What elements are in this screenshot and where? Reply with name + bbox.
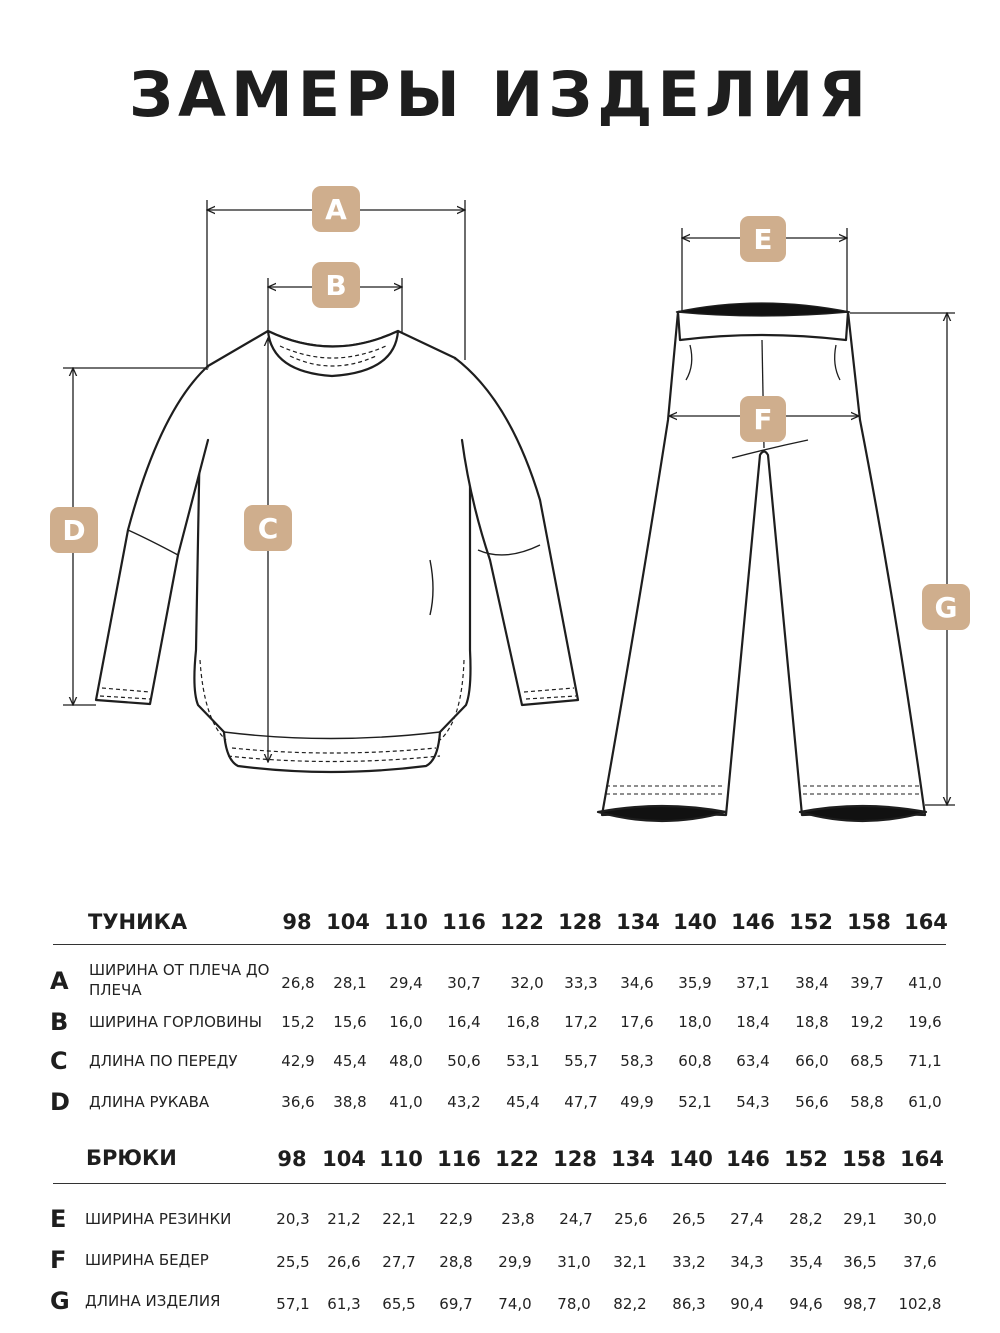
table-cell: 43,2	[447, 1093, 481, 1111]
size-header: 104	[326, 910, 370, 934]
table-cell: 41,0	[908, 974, 942, 992]
table-cell: 71,1	[908, 1052, 942, 1070]
table-cell: 32,1	[613, 1253, 647, 1271]
table-cell: 26,5	[672, 1210, 706, 1228]
row-letter: F	[50, 1246, 67, 1274]
badge-d	[50, 507, 98, 553]
row-letter: E	[50, 1205, 67, 1233]
table-cell: 38,8	[333, 1093, 367, 1111]
svg-text:E: E	[753, 223, 773, 256]
row-letter: G	[50, 1287, 70, 1315]
table-cell: 36,6	[281, 1093, 315, 1111]
svg-text:D: D	[62, 514, 86, 547]
table-cell: 60,8	[678, 1052, 712, 1070]
table-cell: 16,8	[506, 1013, 540, 1031]
table-cell: 28,2	[789, 1210, 823, 1228]
row-label: ШИРИНА ГОРЛОВИНЫ	[89, 1013, 262, 1031]
table-cell: 45,4	[506, 1093, 540, 1111]
table-cell: 78,0	[557, 1295, 591, 1313]
size-header: 116	[437, 1147, 481, 1171]
svg-text:C: C	[257, 512, 279, 545]
table-cell: 20,3	[276, 1210, 310, 1228]
size-header: 122	[495, 1147, 539, 1171]
row-label: ДЛИНА ИЗДЕЛИЯ	[85, 1292, 221, 1310]
table-cell: 65,5	[382, 1295, 416, 1313]
size-header: 128	[553, 1147, 597, 1171]
table-cell: 52,1	[678, 1093, 712, 1111]
pants-section-title: БРЮКИ	[86, 1146, 177, 1170]
table-cell: 58,3	[620, 1052, 654, 1070]
table-cell: 37,1	[736, 974, 770, 992]
table-cell: 21,2	[327, 1210, 361, 1228]
row-letter: B	[50, 1008, 69, 1036]
table-cell: 49,9	[620, 1093, 654, 1111]
table-cell: 61,0	[908, 1093, 942, 1111]
table-cell: 15,6	[333, 1013, 367, 1031]
table-cell: 18,4	[736, 1013, 770, 1031]
row-letter: C	[50, 1047, 68, 1075]
table-cell: 25,5	[276, 1253, 310, 1271]
row-label: ШИРИНА ОТ ПЛЕЧА ДО ПЛЕЧА	[89, 961, 270, 999]
table-cell: 35,4	[789, 1253, 823, 1271]
table-cell: 47,7	[564, 1093, 598, 1111]
table-cell: 98,7	[843, 1295, 877, 1313]
tunic-section-title: ТУНИКА	[88, 910, 188, 934]
table-cell: 48,0	[389, 1052, 423, 1070]
size-header: 128	[558, 910, 602, 934]
table-cell: 26,8	[281, 974, 315, 992]
size-header: 98	[277, 1147, 307, 1171]
table-cell: 63,4	[736, 1052, 770, 1070]
row-label: ШИРИНА БЕДЕР	[85, 1251, 209, 1269]
table-cell: 19,6	[908, 1013, 942, 1031]
table-cell: 68,5	[850, 1052, 884, 1070]
size-header: 146	[726, 1147, 770, 1171]
size-header: 110	[379, 1147, 423, 1171]
table-cell: 18,0	[678, 1013, 712, 1031]
badge-b	[312, 262, 360, 308]
badge-g	[922, 584, 970, 630]
table-cell: 18,8	[795, 1013, 829, 1031]
table-cell: 61,3	[327, 1295, 361, 1313]
table-cell: 32,0	[510, 974, 544, 992]
row-letter: D	[50, 1088, 70, 1116]
table-cell: 54,3	[736, 1093, 770, 1111]
table-cell: 53,1	[506, 1052, 540, 1070]
size-header: 98	[282, 910, 312, 934]
row-label: ДЛИНА ПО ПЕРЕДУ	[89, 1052, 238, 1070]
table-cell: 31,0	[557, 1253, 591, 1271]
size-header: 140	[669, 1147, 713, 1171]
size-header: 134	[616, 910, 660, 934]
page-title: ЗАМЕРЫ ИЗДЕЛИЯ	[129, 58, 871, 131]
table-cell: 37,6	[903, 1253, 937, 1271]
table-cell: 19,2	[850, 1013, 884, 1031]
table-cell: 24,7	[559, 1210, 593, 1228]
svg-text:G: G	[934, 591, 958, 624]
table-cell: 74,0	[498, 1295, 532, 1313]
table-cell: 39,7	[850, 974, 884, 992]
size-header: 164	[900, 1147, 944, 1171]
table-cell: 33,2	[672, 1253, 706, 1271]
table-cell: 30,0	[903, 1210, 937, 1228]
table-cell: 27,4	[730, 1210, 764, 1228]
table-cell: 15,2	[281, 1013, 315, 1031]
tunic-drawing	[96, 331, 578, 772]
table-cell: 58,8	[850, 1093, 884, 1111]
table-cell: 28,8	[439, 1253, 473, 1271]
svg-text:B: B	[325, 269, 347, 302]
size-header: 116	[442, 910, 486, 934]
table-cell: 86,3	[672, 1295, 706, 1313]
table-cell: 90,4	[730, 1295, 764, 1313]
table-cell: 22,1	[382, 1210, 416, 1228]
size-header: 146	[731, 910, 775, 934]
badge-c	[244, 505, 292, 551]
size-header: 152	[789, 910, 833, 934]
table-cell: 82,2	[613, 1295, 647, 1313]
table-cell: 41,0	[389, 1093, 423, 1111]
size-header: 134	[611, 1147, 655, 1171]
table-cell: 33,3	[564, 974, 598, 992]
table-cell: 26,6	[327, 1253, 361, 1271]
size-header: 158	[847, 910, 891, 934]
divider	[53, 1183, 946, 1184]
table-cell: 29,1	[843, 1210, 877, 1228]
table-cell: 69,7	[439, 1295, 473, 1313]
table-cell: 66,0	[795, 1052, 829, 1070]
table-cell: 102,8	[898, 1295, 942, 1313]
table-cell: 50,6	[447, 1052, 481, 1070]
size-header: 104	[322, 1147, 366, 1171]
size-header: 152	[784, 1147, 828, 1171]
badge-f	[740, 396, 786, 442]
table-cell: 36,5	[843, 1253, 877, 1271]
pants-drawing	[598, 307, 926, 821]
divider	[53, 944, 946, 945]
table-cell: 55,7	[564, 1052, 598, 1070]
table-cell: 29,9	[498, 1253, 532, 1271]
size-header: 122	[500, 910, 544, 934]
table-cell: 34,6	[620, 974, 654, 992]
badge-a	[312, 186, 360, 232]
badge-e	[740, 216, 786, 262]
table-cell: 16,0	[389, 1013, 423, 1031]
table-cell: 16,4	[447, 1013, 481, 1031]
table-cell: 30,7	[447, 974, 481, 992]
table-cell: 22,9	[439, 1210, 473, 1228]
table-cell: 17,6	[620, 1013, 654, 1031]
row-label: ШИРИНА РЕЗИНКИ	[85, 1210, 232, 1228]
row-letter: A	[50, 967, 69, 995]
table-cell: 28,1	[333, 974, 367, 992]
garment-diagram	[0, 170, 1000, 850]
table-cell: 94,6	[789, 1295, 823, 1313]
table-cell: 42,9	[281, 1052, 315, 1070]
table-cell: 45,4	[333, 1052, 367, 1070]
size-header: 140	[673, 910, 717, 934]
table-cell: 27,7	[382, 1253, 416, 1271]
table-cell: 29,4	[389, 974, 423, 992]
table-cell: 56,6	[795, 1093, 829, 1111]
table-cell: 23,8	[501, 1210, 535, 1228]
svg-text:F: F	[753, 403, 773, 436]
table-cell: 38,4	[795, 974, 829, 992]
size-header: 110	[384, 910, 428, 934]
row-label: ДЛИНА РУКАВА	[89, 1093, 210, 1111]
size-header: 164	[904, 910, 948, 934]
table-cell: 35,9	[678, 974, 712, 992]
svg-text:A: A	[325, 193, 347, 226]
table-cell: 17,2	[564, 1013, 598, 1031]
table-cell: 34,3	[730, 1253, 764, 1271]
size-header: 158	[842, 1147, 886, 1171]
table-cell: 25,6	[614, 1210, 648, 1228]
table-cell: 57,1	[276, 1295, 310, 1313]
